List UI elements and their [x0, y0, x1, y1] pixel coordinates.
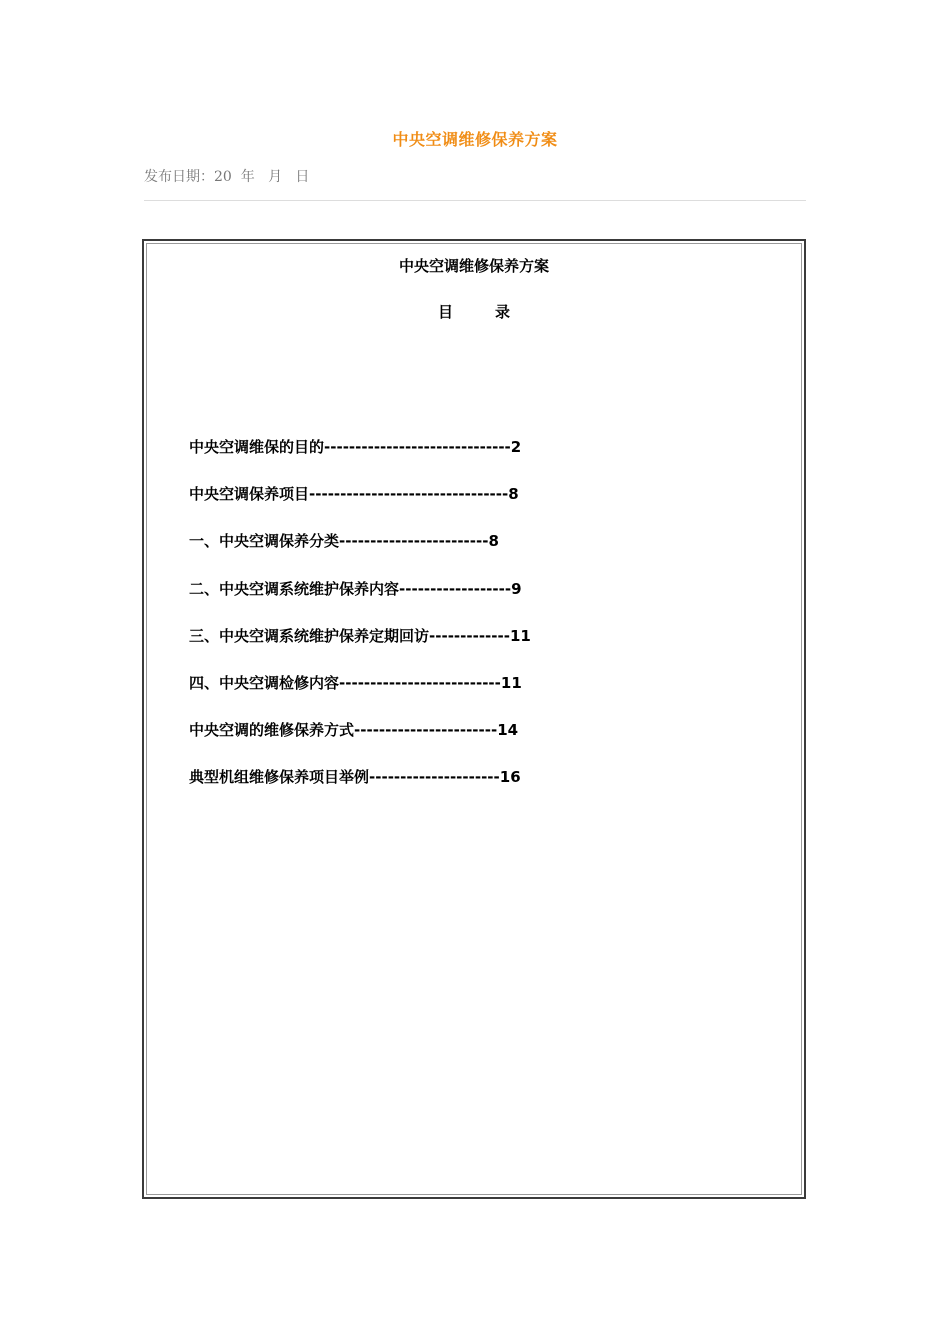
toc-list	[189, 437, 531, 815]
toc-item-text: 三、中央空调系统维护保养定期回访	[189, 626, 430, 645]
toc-item[interactable]	[189, 626, 531, 673]
toc-item[interactable]	[189, 531, 531, 578]
toc-item[interactable]	[189, 720, 531, 767]
toc-heading	[144, 301, 804, 322]
toc-heading-left: 目	[437, 303, 453, 321]
toc-item-text: 中央空调保养项目	[189, 485, 310, 504]
document-title: 中央空调维修保养方案	[398, 257, 549, 275]
toc-item-page: 11	[509, 626, 531, 645]
toc-item-text: 中央空调保养分类	[219, 532, 340, 551]
toc-item[interactable]	[189, 484, 531, 531]
toc-item-leader: --------------------------	[339, 673, 501, 692]
toc-item[interactable]	[189, 437, 531, 484]
divider	[144, 200, 806, 201]
toc-item[interactable]	[189, 673, 531, 720]
toc-item-leader: --------------------------------	[309, 485, 509, 504]
toc-item[interactable]	[189, 767, 531, 814]
toc-item-leader: ---------------------	[369, 768, 500, 787]
page-title: 中央空调维修保养方案	[392, 130, 558, 149]
document-frame	[142, 239, 806, 1199]
toc-item-page: 16	[499, 768, 521, 787]
toc-item-text: 四、中央空调检修内容	[189, 673, 340, 692]
toc-item-text: 中央空调维保的目的	[189, 438, 325, 456]
toc-item-leader: -----------------------	[354, 721, 498, 740]
toc-item-number: 一、	[189, 532, 220, 551]
toc-item-leader: -------------	[429, 626, 510, 645]
publish-date: 发布日期：20 年 月 日	[144, 169, 310, 185]
toc-item-page: 8	[508, 485, 519, 504]
toc-item-page: 2	[510, 438, 522, 456]
toc-item-page: 9	[511, 579, 522, 598]
toc-item[interactable]	[189, 579, 531, 626]
toc-item-text: 典型机组维修保养项目举例	[189, 768, 370, 787]
toc-item-leader: ------------------------	[339, 532, 489, 551]
toc-item-leader: ------------------------------	[324, 438, 511, 456]
toc-heading-right: 录	[495, 303, 511, 321]
toc-item-page: 11	[500, 673, 522, 692]
toc-item-text: 二、中央空调系统维护保养内容	[189, 579, 400, 598]
toc-item-leader: ------------------	[399, 579, 512, 598]
toc-item-text: 中央空调的维修保养方式	[189, 721, 355, 740]
toc-item-page: 14	[497, 721, 519, 740]
toc-item-page: 8	[488, 532, 499, 551]
